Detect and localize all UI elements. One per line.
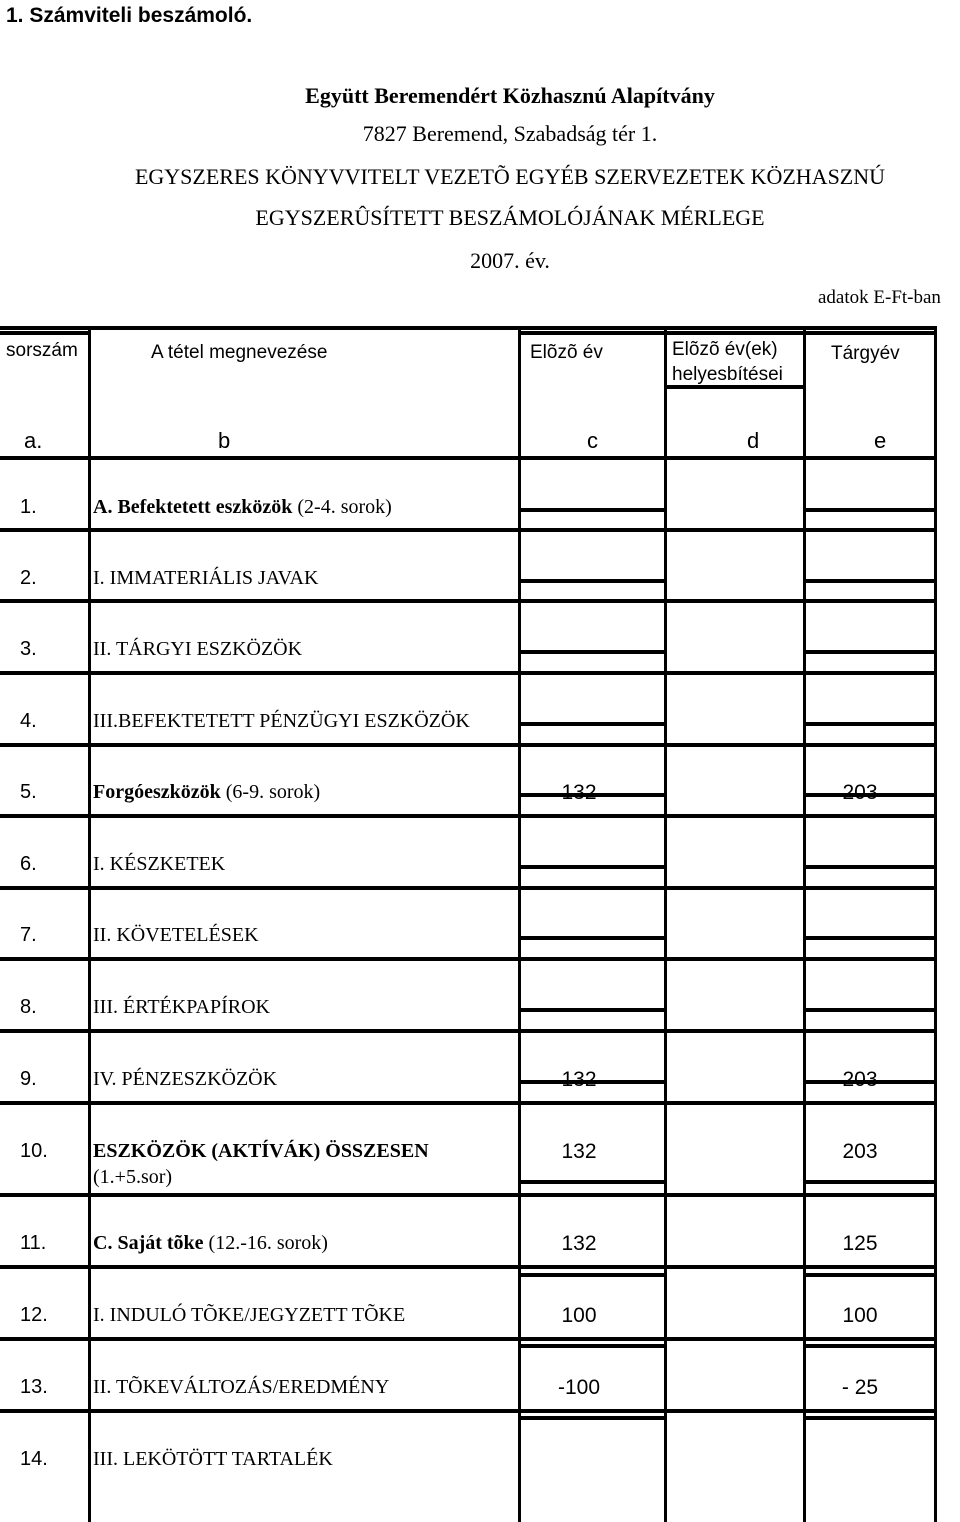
row-number: 7.	[20, 924, 37, 946]
row-label-bold: Forgóeszközök	[93, 781, 221, 803]
row-rule	[805, 1029, 936, 1033]
row-number: 11.	[20, 1232, 47, 1254]
previous-year-value: 132	[561, 1140, 597, 1163]
row-label	[93, 924, 259, 947]
current-year-value: - 25	[841, 1376, 879, 1399]
row-rule	[520, 671, 666, 675]
row-rule	[805, 599, 936, 603]
cell-rule	[520, 936, 666, 940]
cell-rule	[520, 650, 666, 654]
row-label	[93, 1304, 405, 1327]
column-letter-d: d	[747, 428, 760, 453]
row-label	[93, 1232, 328, 1255]
header-bottom-rule	[0, 456, 936, 460]
row-label-text: III. ÉRTÉKPAPÍROK	[93, 996, 270, 1018]
row-rule	[520, 1337, 666, 1341]
header-sorszam: sorszám	[6, 340, 78, 361]
cell-rule	[520, 1344, 666, 1348]
row-label	[93, 1068, 277, 1091]
row-label	[93, 496, 392, 519]
organization-name: Együtt Beremendért Közhasznú Alapítvány	[305, 83, 715, 108]
row-rule	[520, 528, 666, 532]
row-rule	[520, 814, 666, 818]
row-rule	[805, 957, 936, 961]
row-rule	[805, 671, 936, 675]
row-rule	[0, 886, 89, 890]
cell-rule	[805, 579, 936, 583]
cell-rule	[805, 1416, 936, 1420]
row-rule	[90, 1029, 520, 1033]
section-title: 1. Számviteli beszámoló.	[6, 4, 253, 27]
cell-rule	[520, 1273, 666, 1277]
cell-rule	[805, 1344, 936, 1348]
row-label-text: II. KÖVETELÉSEK	[93, 924, 259, 946]
row-rule	[90, 1265, 520, 1269]
cell-rule	[520, 579, 666, 583]
cell-rule	[520, 1180, 666, 1184]
column-letter-a: a.	[24, 428, 43, 453]
cell-rule	[805, 936, 936, 940]
table-top-border	[0, 326, 936, 330]
row-rule	[0, 957, 89, 961]
row-rule	[666, 1337, 805, 1341]
cell-rule	[805, 508, 936, 512]
row-rule	[666, 1101, 805, 1105]
row-number: 9.	[20, 1068, 37, 1090]
row-number: 6.	[20, 853, 37, 875]
column-rule-num	[88, 326, 91, 1522]
row-rule	[0, 1193, 89, 1197]
row-label-text: I. KÉSZKETEK	[93, 853, 226, 875]
column-rule-name	[518, 326, 521, 1522]
column-rule-curr	[934, 326, 937, 1522]
row-label	[93, 638, 302, 661]
row-rule	[0, 814, 89, 818]
row-rule	[805, 1337, 936, 1341]
current-year-value: 203	[842, 1140, 878, 1163]
row-number: 3.	[20, 638, 37, 660]
table-top-border	[0, 331, 90, 335]
row-number: 8.	[20, 996, 37, 1018]
row-label	[93, 853, 225, 876]
row-rule	[666, 1265, 805, 1269]
cell-rule	[520, 1416, 666, 1420]
row-rule	[0, 1101, 89, 1105]
header-item-name: A tétel megnevezése	[151, 342, 328, 363]
row-rule	[90, 599, 520, 603]
column-rule-corr	[803, 326, 806, 1522]
row-label	[93, 1376, 389, 1399]
row-rule	[520, 743, 666, 747]
row-rule	[805, 886, 936, 890]
row-rule	[0, 671, 89, 675]
row-label-text: III.BEFEKTETETT PÉNZÜGYI ESZKÖZÖK	[93, 710, 470, 732]
row-rule	[520, 1409, 666, 1413]
cell-rule	[805, 1180, 936, 1184]
row-rule	[90, 1409, 520, 1413]
cell-rule	[805, 650, 936, 654]
row-label	[93, 567, 318, 590]
current-year-value: 203	[842, 781, 878, 804]
row-label-line-2: (1.+5.sor)	[93, 1166, 173, 1188]
row-label-text: I. INDULÓ TÕKE/JEGYZETT TÕKE	[93, 1304, 406, 1326]
row-rule	[666, 886, 805, 890]
cell-rule	[520, 865, 666, 869]
row-rule	[805, 1409, 936, 1413]
row-rule	[520, 1101, 666, 1105]
row-rule	[0, 743, 89, 747]
row-rule	[805, 814, 936, 818]
row-rule	[90, 957, 520, 961]
row-number: 13.	[20, 1376, 48, 1398]
row-rule	[805, 1265, 936, 1269]
cell-rule	[805, 1008, 936, 1012]
previous-year-value: 100	[561, 1304, 597, 1327]
row-rule	[805, 1193, 936, 1197]
row-rule	[90, 814, 520, 818]
report-title-line-1: EGYSZERES KÖNYVVITELT VEZETÕ EGYÉB SZERVEZETEK KÖZHASZNÚ	[134, 164, 886, 189]
cell-rule	[520, 1008, 666, 1012]
table-top-border	[520, 331, 936, 335]
header-previous-year: Elõzõ év	[530, 342, 603, 363]
row-rule	[90, 1193, 520, 1197]
current-year-value: 125	[842, 1232, 878, 1255]
row-number: 12.	[20, 1304, 48, 1326]
row-rule	[805, 528, 936, 532]
cell-rule	[520, 508, 666, 512]
row-rule	[520, 1265, 666, 1269]
row-rule	[0, 599, 89, 603]
row-rule	[90, 1101, 520, 1105]
row-rule	[520, 599, 666, 603]
row-rule	[520, 1193, 666, 1197]
column-letter-c: c	[587, 428, 598, 453]
row-number: 5.	[20, 781, 37, 803]
cell-rule	[805, 722, 936, 726]
row-label-text: I. IMMATERIÁLIS JAVAK	[93, 567, 319, 589]
row-rule	[90, 671, 520, 675]
row-label-bold: C. Saját tõke	[93, 1232, 204, 1254]
cell-rule	[805, 1273, 936, 1277]
row-rule	[0, 1409, 89, 1413]
row-label	[93, 1140, 429, 1163]
row-rule	[666, 1193, 805, 1197]
header-corrections-line-2: helyesbítései	[672, 364, 783, 385]
row-rule	[666, 743, 805, 747]
row-label-text: IV. PÉNZESZKÖZÖK	[93, 1068, 278, 1090]
row-label	[93, 710, 470, 733]
header-corrections-line-1: Elõzõ év(ek)	[672, 339, 778, 360]
row-rule	[0, 1337, 89, 1341]
row-rule	[0, 1029, 89, 1033]
row-number: 14.	[20, 1448, 48, 1470]
row-label-text: III. LEKÖTÖTT TARTALÉK	[93, 1448, 333, 1470]
row-number: 2.	[20, 567, 37, 589]
previous-year-value: 132	[561, 781, 597, 804]
row-label	[93, 996, 270, 1019]
cell-rule	[520, 722, 666, 726]
previous-year-value: 132	[561, 1232, 597, 1255]
row-number: 4.	[20, 710, 37, 732]
row-rule	[520, 957, 666, 961]
column-letter-b: b	[218, 428, 231, 453]
cell-rule	[805, 865, 936, 869]
row-number: 1.	[20, 496, 37, 518]
row-rule	[90, 528, 520, 532]
row-label-bold: ESZKÖZÖK (AKTÍVÁK) ÖSSZESEN	[93, 1140, 429, 1162]
row-label-text: (6-9. sorok)	[220, 781, 321, 803]
row-rule	[805, 743, 936, 747]
row-label-text: (12.-16. sorok)	[203, 1232, 328, 1254]
row-rule	[666, 671, 805, 675]
row-rule	[90, 886, 520, 890]
current-year-value: 100	[842, 1304, 878, 1327]
previous-year-value: -100	[557, 1376, 601, 1399]
row-label-bold: A. Befektetett eszközök	[93, 496, 293, 518]
row-label-text: (2-4. sorok)	[292, 496, 392, 518]
unit-note: adatok E-Ft-ban	[818, 287, 941, 308]
row-rule	[90, 1337, 520, 1341]
row-rule	[666, 1029, 805, 1033]
row-rule	[0, 528, 89, 532]
row-rule	[666, 599, 805, 603]
column-letter-e: e	[874, 428, 887, 453]
row-rule	[0, 1265, 89, 1269]
row-rule	[666, 957, 805, 961]
organization-address: 7827 Beremend, Szabadság tér 1.	[362, 121, 658, 146]
row-rule	[90, 743, 520, 747]
row-rule	[805, 1101, 936, 1105]
current-year-value: 203	[842, 1068, 878, 1091]
report-title-line-2: EGYSZERÛSÍTETT BESZÁMOLÓJÁNAK MÉRLEGE	[255, 205, 765, 230]
row-rule	[666, 1409, 805, 1413]
row-rule	[666, 528, 805, 532]
row-label	[93, 781, 320, 804]
row-label-text: II. TÁRGYI ESZKÖZÖK	[93, 638, 303, 660]
header-current-year: Tárgyév	[831, 343, 900, 364]
row-rule	[666, 814, 805, 818]
row-rule	[520, 1029, 666, 1033]
column-rule-prev	[664, 326, 667, 1522]
previous-year-value: 132	[561, 1068, 597, 1091]
row-rule	[520, 886, 666, 890]
report-year: 2007. év.	[470, 248, 550, 273]
row-label-text: II. TÕKEVÁLTOZÁS/EREDMÉNY	[93, 1376, 390, 1398]
row-number: 10.	[20, 1140, 48, 1162]
row-label	[93, 1448, 333, 1471]
